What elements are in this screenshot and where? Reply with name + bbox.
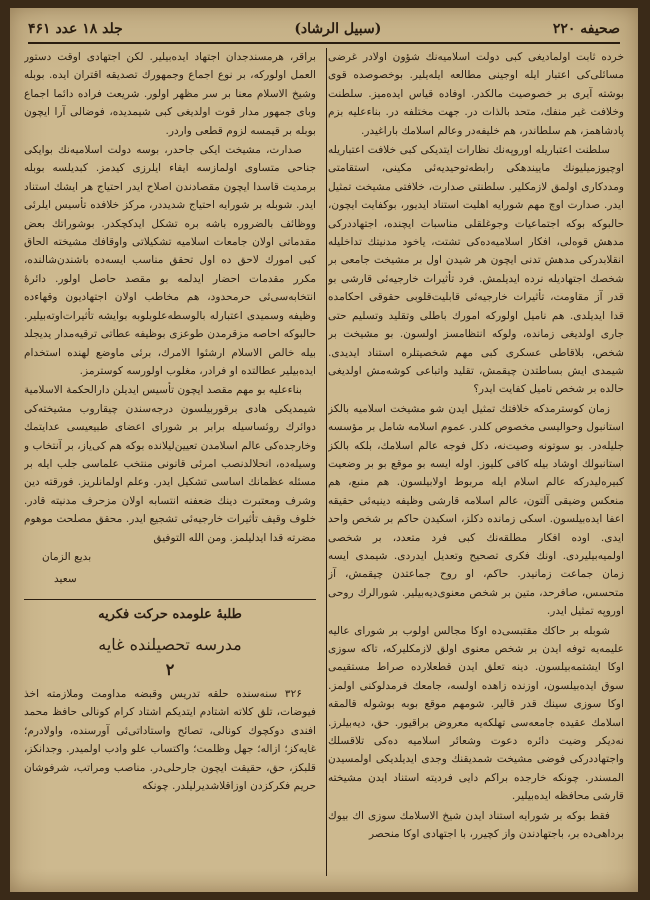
page-header bbox=[28, 18, 620, 40]
header-rule bbox=[28, 42, 620, 44]
left-paragraph-1: براقر، هرمسندجدان اجتهاد ایده‌بیلیر. لکن اجتهادی اوقت دستور العمل اولورکه، بر نوع اجماع وجمهورك تصدیقه اقتران ایده. بوبله وشیخ الاسلام معنا بر سر مظهر اولور. شریعت فراده دائما اجماع وبای جمهور مدار قوت اولدیغی کبی شیمدیده، فوضالی آرا ایچون بوبله بر قیمسه لزوم قطعی واردر. bbox=[24, 51, 316, 137]
author-signature: سعيد bbox=[54, 573, 77, 586]
volume-issue: جلد ۱۸ عدد ۴۶۱ bbox=[28, 21, 123, 37]
section-title: طلبهٔ علومده حرکت فکریه bbox=[98, 606, 242, 622]
right-column bbox=[328, 48, 624, 878]
left-paragraph-2: صدارت، مشیخت ایکی جاحدر، بوسه دولت اسلامیه‌نك بوایکی جناحی متساوی اولمازسه ایفاء ایلرزی کیدمز. کبدیلسه بوبله برمدیت قاسدا ایچون مقصادندن اصلاح ایدر احتیاج هر ایشك استناد ایدر. شوبله بر شورایه احتیاج شدیددر، مرکز خلافده تأسیس ایلرئی ووظائف بالضروره باشه بره تشکل ایدکچکدر. بوشوراتك بعض مقدماتی اولان جامعات اسلامیه تشکیلاتی واوقافك مشیخته الحاق کبی امورك لاحق ده اول تحقق مناسب ایسه‌ده باشندن‌شالنده، مکرر مقدمات احضار ایدلمه بو مقصد حاصل اولور. دائرهٔ انتخابه‌سی‌ئی حرمحدود، هم مخاطب اولان اجتهادیون وقهاءده وظیفه وسمیدی اعتبارله بالوسطه‌علوبلوبه بوایشه تأثیرات‌اوته‌بیلیر. حالبوکه احاصه مزقرمدن طوعزی بوظیفه عطاتی ترقیه‌مدار یدیجلد بیله خالص الاسلام ارشئوا الامرك، برئی ماوضع لهنده استخدام ایده‌بیلیر عطالتده او فرادر، مغلوب اولورسه کوسترمز. bbox=[24, 144, 316, 377]
article-paragraph-1: ۳۲۶ سنه‌سنده حلقه تدریس وقبضه مداومت وملازمته اخذ فیوضات، تلق کلاته اشتادم ایتدیکم اشتاد کرام کونالی حافظ محمد افندی دوکچوك کونالی، تصائح واستاداتی‌ئی آورسنده، واولادرم؛ غایه‌کز؛ ازاله؛ جهل وظلمت؛ واکتساب علو وادب اولمیدر. وجدانکز، قلبکز، حق، حقیقت ایچون جارحلی‌در. مناصب ومراتب، شرفوشان حریم فکرکزدن اوزاقلاشدیرلیلدر. چونکه bbox=[24, 688, 316, 793]
right-paragraph-1: خرده ثابت اولمادیغی کبی دولت اسلامیه‌نك شؤون اولادر غرضی مسائلی‌کی اعتبار ایله اوجینی مطالعه ایله‌یلیر. بوخصوصده قوی بوشته آیری بر خصوصیت مالکدر. اوفاده قیاس ایده‌میز. سلطنت وخلافت غیر منفك، متحد بالذات در. جهت مختلفه در. بناءعلیه بزم پادشاهمز، هم سلطاندر، هم خلیفه‌در وعالم اسلامك باراغیدر. bbox=[328, 51, 624, 137]
section-rule bbox=[24, 599, 316, 600]
right-paragraph-5: فقط بوکه بر شورایه استناد ایدن شیخ الاسلامك سوزی اك بیوك برداهی‌ده بر، باجتهادندن واز کچیرر، با اجتهادی اوکا منحصر bbox=[328, 809, 624, 841]
left-column bbox=[24, 48, 316, 878]
page-edge-shade bbox=[10, 868, 638, 892]
left-paragraph-3: بناءعلیه بو مهم مقصد ایچون تأسیس ایدیلن دارالحکمة الاسلامیة شیمدیکی هادی برقوربیلسون درجه‌سندن چیقاروب مشیخته‌کی دوائرك روئساسیله برابر بر شورای اعضای طبیعیسی عدایتمك وخارجده‌کی عالم اسلامدن تعیین‌لیلانده بوکه هم کی‌یاز، بر آنتخاب و وسیله‌ده، انحلالدنصب امرئی قانونی منتخب علماسی جلب ایله بر مسئله عظمانك اساسی تشکیل ایدر. وعلم اولمانلریز. فورقته دین وشرف ومعتبرت دینك ضعفنه انتسابه اولان مزحرف مدنیته قادر. خلوف وقیف تأثیرات خارجیه‌ئی تشجیع ایدر. محقق مصلحت موهوم مضرته قدا ایدلیلمز. ومن الله التوفیق bbox=[24, 384, 316, 544]
author-name: بديع الزمان bbox=[42, 550, 92, 563]
page-number: صحيفه ۲۲۰ bbox=[552, 21, 620, 37]
right-paragraph-3: زمان کوسترمدکه خلافتك تمثیل ایدن شو مشیخت اسلامیه بالکز استانبول وحوالیسی مخصوص کلدر. عموم اسلامه شامل بر مؤسسه جلیله‌در. بو سوتونه وصیت‌نه، دکل فوجه عالم اسلامك، بلکه بالکز استانبولك اوشاد بیله کافی کلیوز. اوله ایسه بو موقع بو بر وضعیت کبیره‌لیدرکه عالم اسلام ایله مربوط اولابیلسون. هم منبع، هم منعکس وضیقی آلتون، عالم اسلامه قارشی وظیفه دینیه‌ئی حقیقه اعفا ایده‌بیلسون. اسکی زمانده دکلز، اسکیدن حاکم بر شخص واحد ایدی. اوده افکار مطلقه‌نك کبی فرد متعدد، بر شخصی اولمیه‌بیلیردی. اونك فکری تصحیح وتعدیل ایدردی. شیمدی ایسه زمان جماعت زمانیدر. حاکم، او روح جماعتدن چیقمش، آز متحسس، صافرحد، متین بر شخص معنوی‌دیه‌بیلیر. شورالرك روحی اوروپه تمثیل ایدر. bbox=[328, 402, 624, 618]
newspaper-page bbox=[10, 8, 638, 892]
column-divider bbox=[326, 48, 327, 876]
right-paragraph-2: سلطنت اعتباریله اوروپه‌نك نظارات ایتدیکی کبی خلافت اعتباریله اوچیوزمیلیونك ماییندهکی رابطه‌توحیدیه‌ئی مکینی، استقامتی ومددکاری اولمق لازمکلیر. سلطنتی صدارت، خلافتی مشیخت تمثیل ایدر. صدارت اوچ مهم شورایه اهلیت استناد ایدیور، بوکفایت ایچون، حالبوکه بوکه اجتماعیات وجوغلقلی مناسبات ایچنده، اجتهاددرکی مدهش قوه‌لی، افکار اسلامیه‌ده‌کی تشتت، یاخود مدنیتك تداخلیله انقلابدرکی مدهش تدنی ایچون هر شیدن اول بر مشیخت جامعی بر شخصك اجتهادیله نرده ایدیلمش. فرد تأثیرات خارجیه‌ئی قارشی بو قدر آز مقاومت، تأثیرات خارجیه‌ئی قابلیت‌قلوبی حقوقی احکامده قدا ایدیلدی. هم نامیل اولورکه امورك باطلی وتقلید وتسلیم حتی جاری اولدیغی زمانده، ولوکه انتظامسز اولسون. بو مشیخت بر شخص، بلاقاطی عسکری کبی مهم شخصیتلره استناد ایدیدی. شیمدی ایش بساطتدن چیقمش، تقلید واتباعی کوشه‌مش اولدیغی حالده بر شخص نامیل کفایت ایدر؟ bbox=[328, 144, 624, 396]
article-number: ۲ bbox=[165, 659, 175, 679]
article-title: مدرسه تحصیلنده غایه bbox=[98, 635, 242, 655]
right-paragraph-4: شوبله بر حاکك مقتبسی‌ده اوکا مجالس اولوب بر شورای عالیه علیمه‌یه توفه ایدن بر شخص معنوی اولق لازمکلیرکه، تاکه سوزی اوکا ایشتمه‌بیلسون. دینه تعلق ایدن قطعلارده صراط مستقیمی سوق ایده‌بیلسون، اوزنده زاهده اولسه، جامعك فرمدلوکنی اولمز. اوکا سوزی سینك قدر قالیر. شومهم موقع بوبه بوشوله قالمقه اسلامك عقیده جامعه‌سی تهلکه‌یه معروض براقیور. حق، دیه‌بیلرز. نه‌دیکر وضیت دائره دعوت وشعائر اسلامیه ده‌کی تلاقسلك واجتهاددرکی فوضی مشیخت شمدیقنك وجدی ایدیلدیکی اولمسیدن المسندر. چونکه خارجده براکم دایی فردیته استناد ایدن مشیخته قارشی محافظه ایده‌بیلیر. bbox=[328, 624, 624, 803]
magazine-name: (سبیل الرشاد) bbox=[294, 21, 382, 37]
